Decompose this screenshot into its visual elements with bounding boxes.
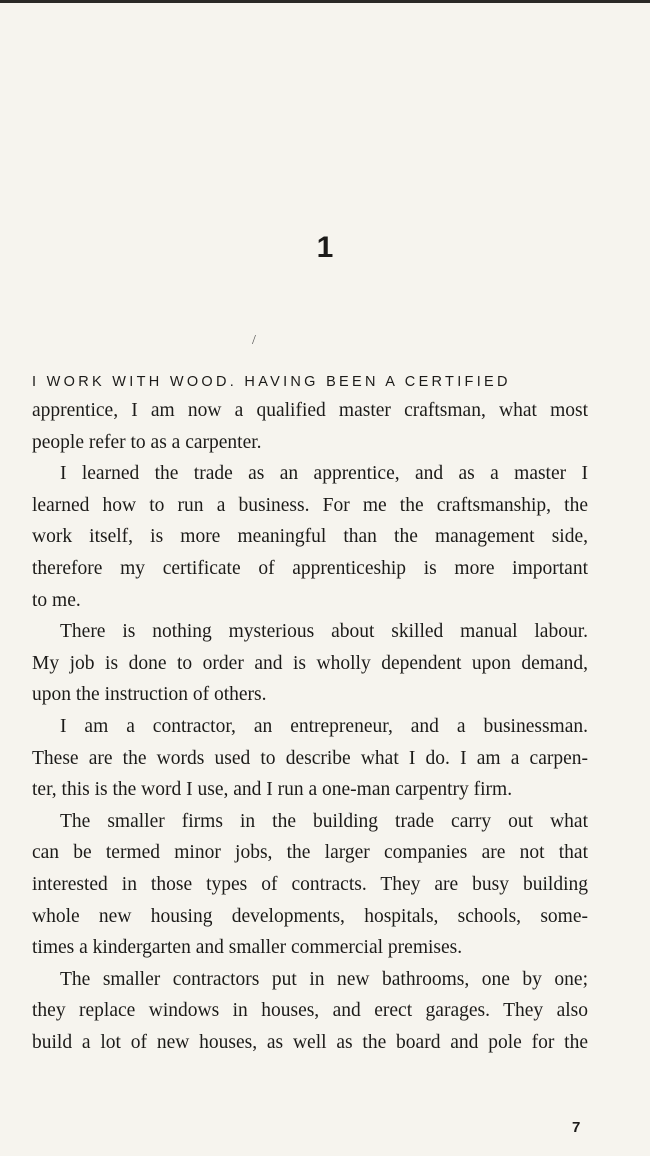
text-line: build a lot of new houses, as well as the board and pole for the bbox=[32, 1031, 588, 1053]
text-line: apprentice, I am now a qualified master craftsman, what most bbox=[32, 400, 588, 421]
paragraph bbox=[32, 395, 588, 458]
text-line: therefore my certificate of apprenticeship is more important bbox=[32, 557, 588, 579]
text-line: There is nothing mysterious about skilled manual labour. bbox=[60, 621, 588, 643]
text-line: people refer to as a carpenter. bbox=[32, 431, 262, 453]
paragraph bbox=[32, 806, 588, 964]
chapter-number: 1 bbox=[316, 231, 334, 264]
paragraph bbox=[32, 458, 588, 616]
ink-mark: / bbox=[252, 333, 256, 348]
text-line: These are the words used to describe what I do. I am a carpen- bbox=[32, 747, 588, 769]
paragraph bbox=[32, 711, 588, 806]
page-top-edge bbox=[0, 0, 650, 3]
text-line: learned how to run a business. For me the craftsmanship, the bbox=[32, 494, 588, 516]
opening-line: I WORK WITH WOOD. HAVING BEEN A CERTIFIED bbox=[32, 374, 511, 390]
text-line: I am a contractor, an entrepreneur, and a businessman. bbox=[60, 715, 588, 737]
page-number: 7 bbox=[572, 1119, 581, 1136]
text-line: I learned the trade as an apprentice, and as a master I bbox=[60, 463, 588, 485]
text-line: to me. bbox=[32, 589, 81, 611]
paragraph bbox=[32, 616, 588, 711]
text-line: The smaller contractors put in new bathrooms, one by one; bbox=[60, 968, 588, 990]
text-line: My job is done to order and is wholly dependent upon demand, bbox=[32, 652, 588, 674]
text-line: ter, this is the word I use, and I run a one-man carpentry firm. bbox=[32, 779, 513, 801]
text-line: times a kindergarten and smaller commercial premises. bbox=[32, 937, 463, 959]
text-line: upon the instruction of others. bbox=[32, 684, 267, 706]
text-line: whole new housing developments, hospitals, schools, some- bbox=[32, 905, 588, 927]
text-line: The smaller firms in the building trade carry out what bbox=[60, 810, 588, 832]
text-line: work itself, is more meaningful than the management side, bbox=[32, 526, 588, 548]
paragraph bbox=[32, 964, 588, 1059]
text-line: they replace windows in houses, and erect garages. They also bbox=[32, 1000, 588, 1022]
body-text bbox=[32, 369, 588, 1058]
text-line: interested in those types of contracts. They are busy building bbox=[32, 873, 588, 895]
text-line: can be termed minor jobs, the larger companies are not that bbox=[32, 842, 588, 864]
